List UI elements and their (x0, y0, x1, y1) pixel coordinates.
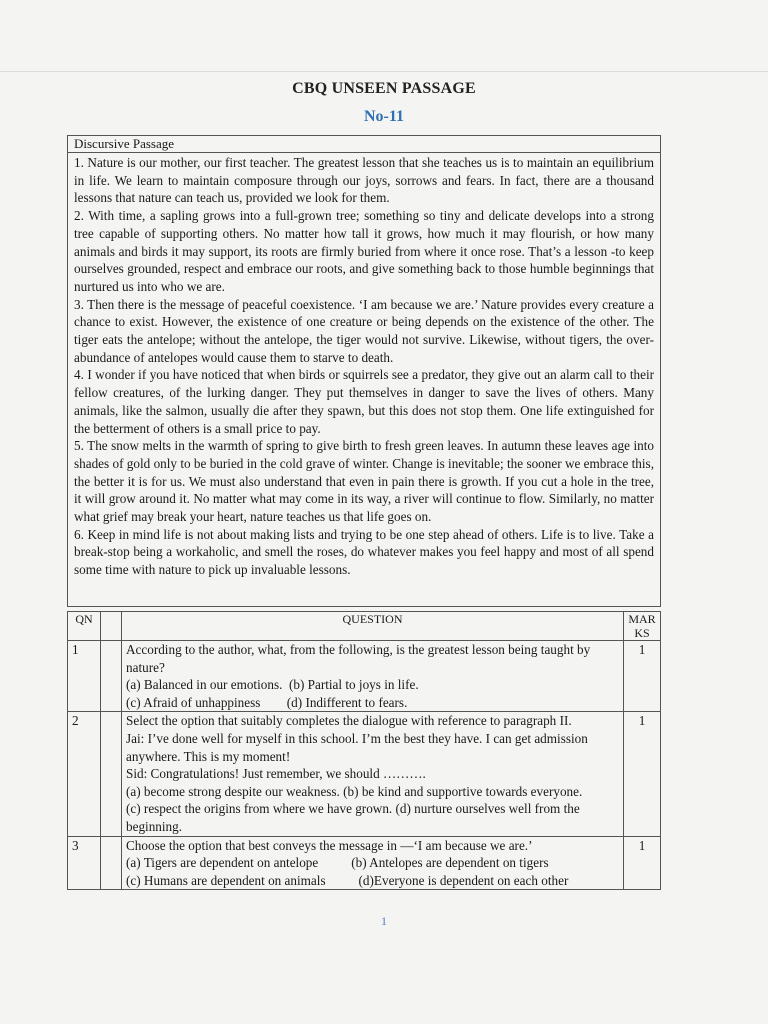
question-number: 3 (68, 836, 101, 890)
passage-paragraph-4: 4. I wonder if you have noticed that when birds or squirrels see a predator, they give out an alarm call to their fellow creatures, of the lurking danger. They put themselves in danger to save the lives of others. Many animals, like the salmon, usually die after they spawn, but this does not stop them. One life extinguished for the betterment of others is a small price to pay. (74, 367, 654, 436)
header-qn: QN (68, 612, 101, 641)
question-option: (c) Afraid of unhappiness (d) Indifferent to fears. (126, 694, 408, 710)
question-text: Select the option that suitably completes the dialogue with reference to paragraph II. (126, 713, 572, 729)
question-option: (a) Tigers are dependent on antelope (b) Antelopes are dependent on tigers (126, 855, 549, 871)
question-marks: 1 (624, 836, 661, 890)
passage-box (67, 135, 661, 607)
passage-paragraph-3: 3. Then there is the message of peaceful coexistence. ‘I am because we are.’ Nature provides every creature a chance to exist. However, the existence of one creature or being depends on the existence of the other. The tiger eats the antelope; without the antelope, the tiger would not survive. Likewise, without tigers, the over-abundance of antelopes would cause them to starve to death. (74, 296, 654, 365)
question-cell (122, 712, 624, 836)
question-cell (122, 836, 624, 890)
table-header-row (68, 612, 661, 641)
table-row (68, 641, 661, 712)
question-number: 2 (68, 712, 101, 836)
question-marks: 1 (624, 712, 661, 836)
question-text: According to the author, what, from the following, is the greatest lesson being taught by nature? (126, 642, 591, 675)
header-question: QUESTION (122, 612, 624, 641)
table-row (68, 836, 661, 890)
page-title: CBQ UNSEEN PASSAGE (292, 80, 476, 97)
question-option: (a) Balanced in our emotions. (b) Partial to joys in life. (126, 677, 419, 693)
question-option: (c) respect the origins from where we have grown. (d) nurture ourselves well from the beginning. (126, 801, 580, 834)
table-row (68, 712, 661, 836)
passage-paragraph-2: 2. With time, a sapling grows into a full-grown tree; something so tiny and delicate develops into a strong tree capable of supporting others. No matter how tall it grows, how much it may flourish, or how many animals and birds it may support, its roots are firmly buried from where it once rose. That’s a lesson -to keep ourselves grounded, respect and embrace our roots, and give something back to those humble beginnings that nurtured us into who we are. (74, 208, 654, 294)
header-marks (624, 612, 661, 641)
question-text: Choose the option that best conveys the message in —‘I am because we are.’ (126, 837, 533, 853)
dialogue-sid: Sid: Congratulations! Just remember, we should ………. (126, 766, 426, 782)
questions-table (67, 611, 661, 890)
question-option: (c) Humans are dependent on animals (d)Everyone is dependent on each other (126, 872, 569, 888)
passage-body (68, 153, 660, 579)
question-number: 1 (68, 641, 101, 712)
passage-label: Discursive Passage (68, 136, 660, 153)
passage-paragraph-5: 5. The snow melts in the warmth of spring to give birth to fresh green leaves. In autumn these leaves age into shades of gold only to be buried in the cold grave of winter. Change is inevitable; the sooner we embrace this, the better it is for us. We must also understand that even in pain there is growth. If you cut a hole in the tree, it will grow around it. No matter what may come in its way, a river will continue to flow. Similarly, no matter what grief may break your heart, nature teaches us that life goes on. (74, 438, 654, 525)
top-divider (0, 71, 768, 72)
question-marks: 1 (624, 641, 661, 712)
row-gap-cell (101, 836, 122, 890)
question-cell (122, 641, 624, 712)
header-marks-line2: KS (634, 626, 650, 640)
passage-number: No-11 (364, 108, 404, 125)
header-gap (101, 612, 122, 641)
page-number: 1 (381, 914, 387, 928)
row-gap-cell (101, 712, 122, 836)
passage-paragraph-1: 1. Nature is our mother, our first teacher. The greatest lesson that she teaches us is to maintain an equilibrium in life. We learn to maintain composure through our joys, sorrows and fears. In fact, there are a thousand lessons that nature can teach us, provided we look for them. (74, 155, 654, 206)
question-option: (a) become strong despite our weakness. (b) be kind and supportive towards everyone. (126, 783, 583, 799)
passage-paragraph-6: 6. Keep in mind life is not about making lists and trying to be one step ahead of others. Life is to live. Take a break-stop being a workaholic, and smell the roses, do whatever makes you feel happy and most of all spend some time with nature to pick up invaluable lessons. (74, 526, 654, 578)
header-marks-line1: MAR (628, 612, 656, 626)
dialogue-jai: Jai: I’ve done well for myself in this school. I’m the best they have. I can get admission anywhere. This is my moment! (126, 730, 588, 764)
row-gap-cell (101, 641, 122, 712)
